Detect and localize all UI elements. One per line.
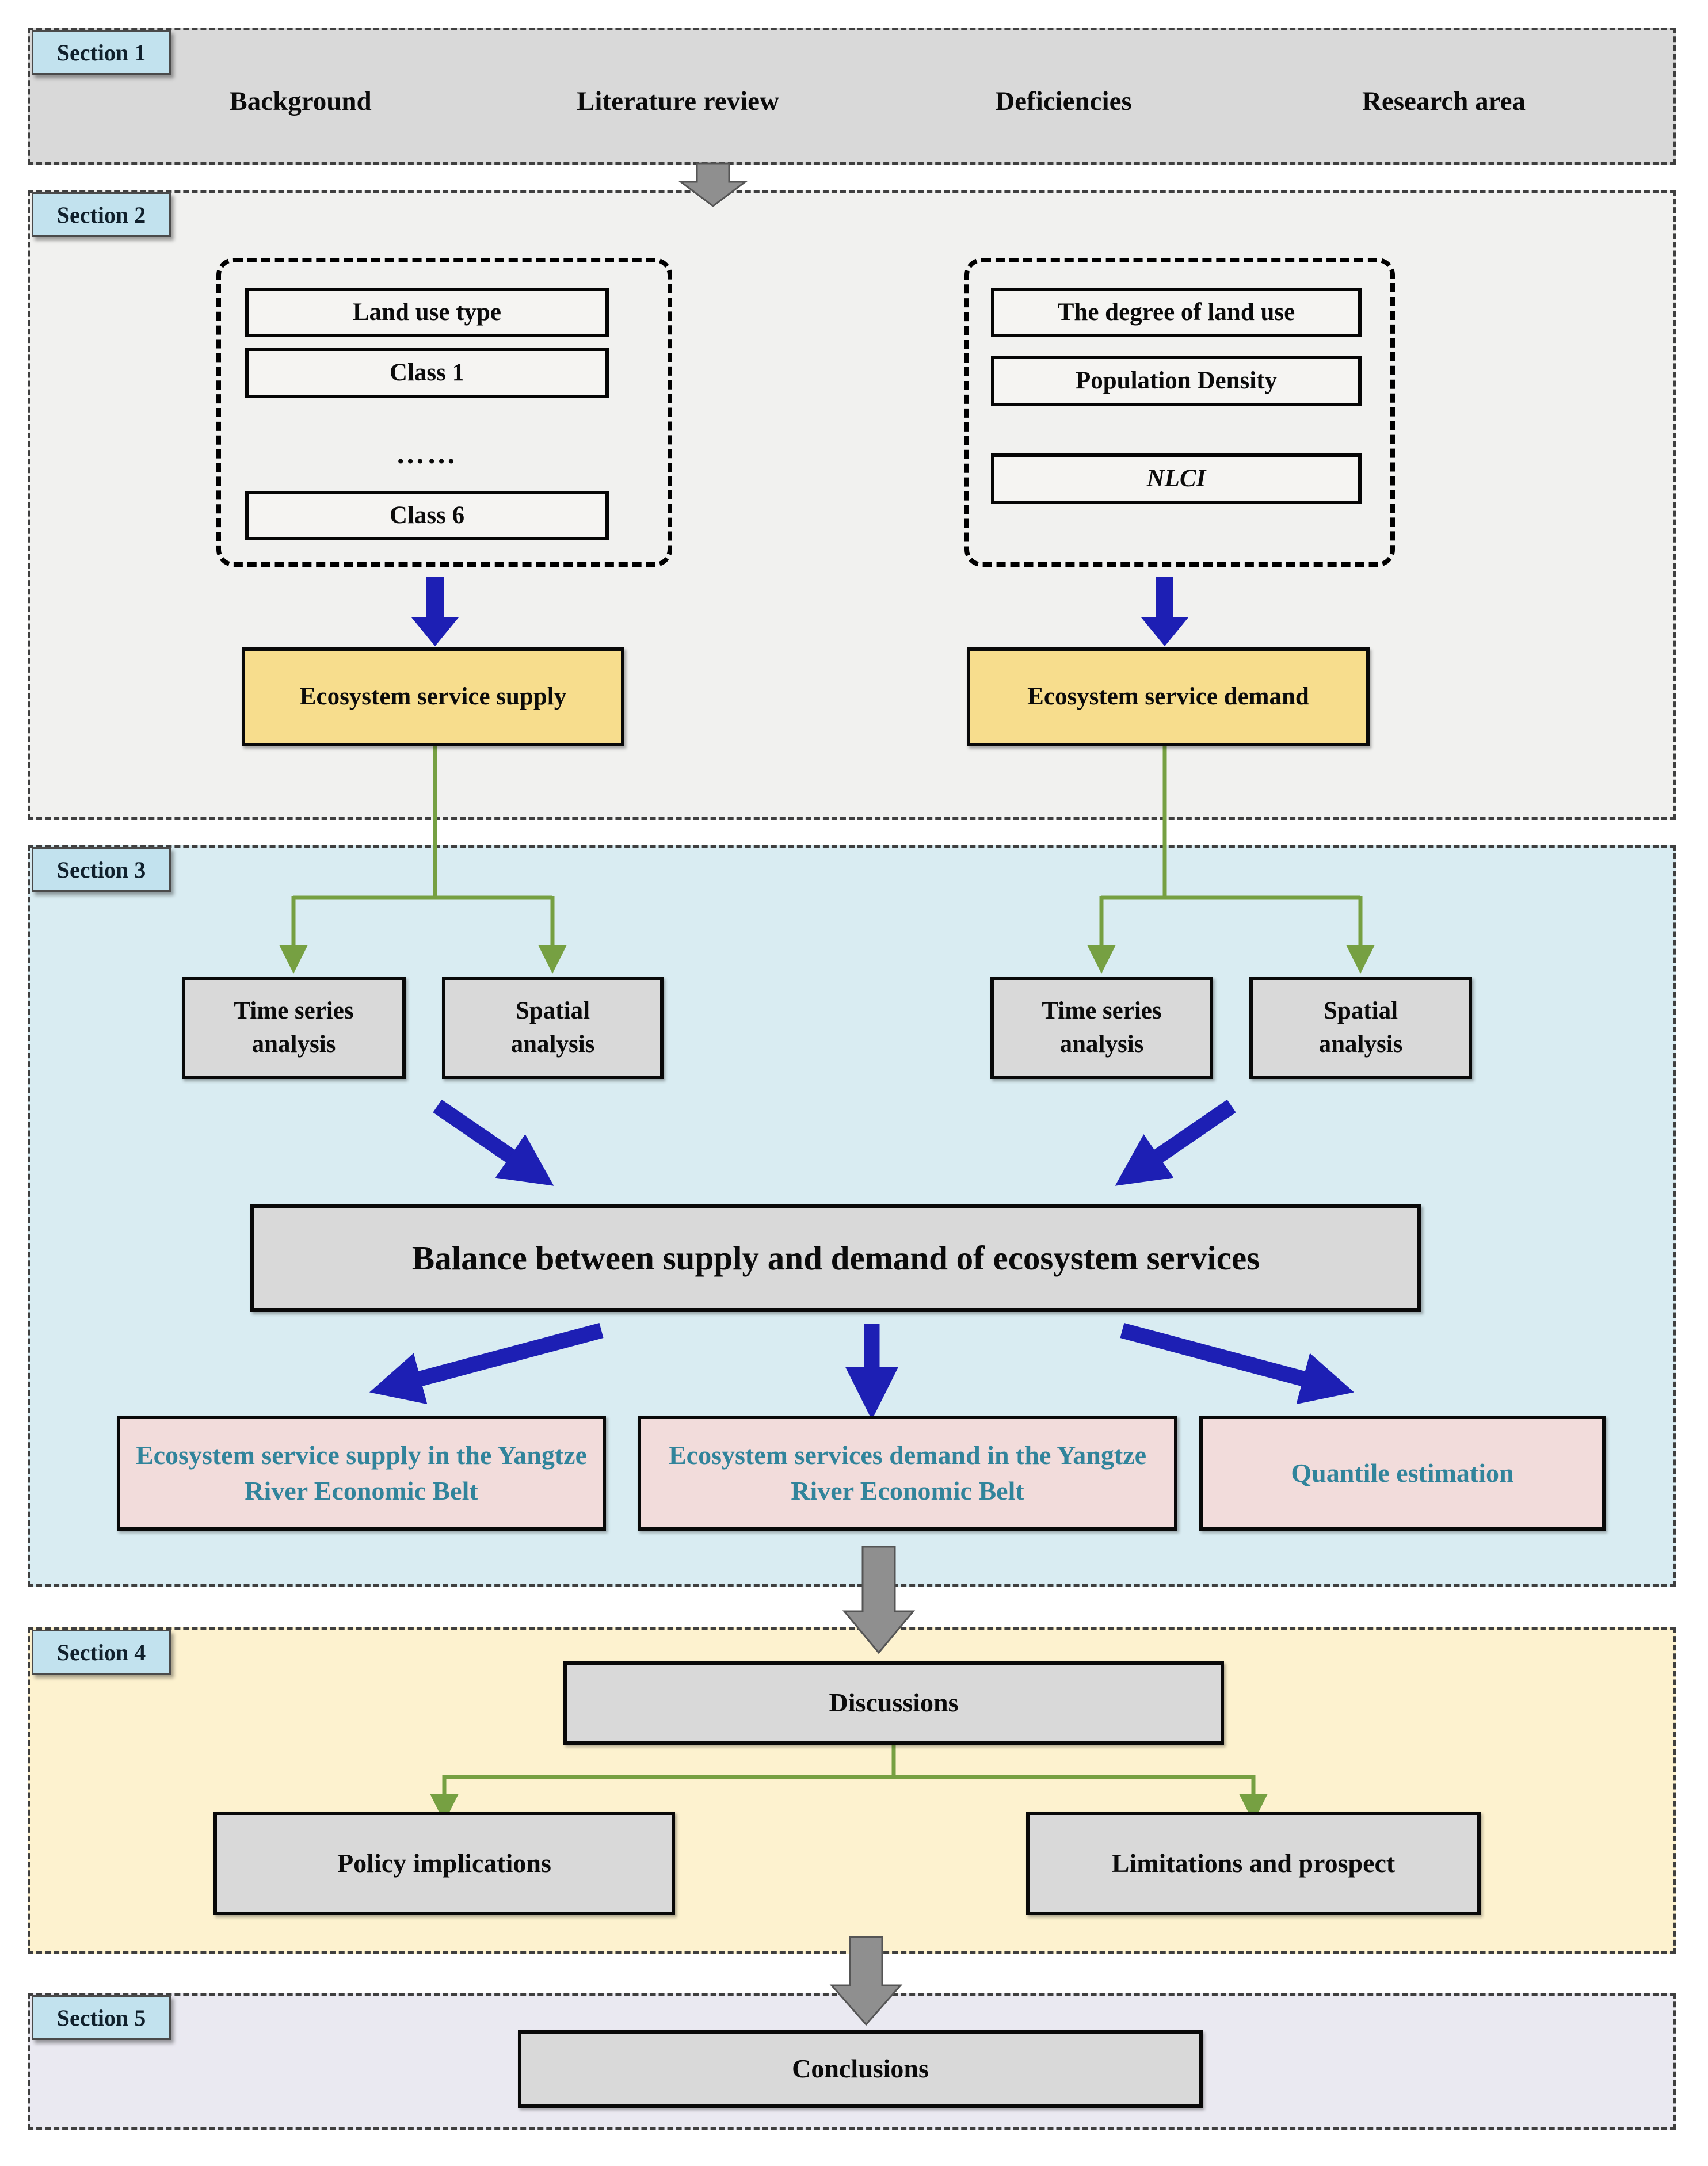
section-5-label: Section 5 (32, 1995, 171, 2040)
s1-item-background: Background (229, 86, 372, 116)
blue-down-arrow-demand-icon (1141, 577, 1188, 646)
policy-implications-box: Policy implications (214, 1812, 675, 1915)
class-1-box: Class 1 (245, 348, 609, 398)
green-connector-demand (1101, 746, 1360, 949)
green-connector-discussions (444, 1745, 1253, 1798)
blue-diagonal-arrow-right-out-icon (1122, 1330, 1312, 1381)
land-use-type-box: Land use type (245, 288, 609, 337)
conclusions-box: Conclusions (518, 2030, 1203, 2108)
population-density-box: Population Density (991, 356, 1362, 406)
blue-diagonal-arrow-right-in-icon (1151, 1106, 1232, 1161)
spatial-analysis-box-supply: Spatial analysis (442, 977, 664, 1079)
class-6-box: Class 6 (245, 491, 609, 540)
demand-yangtze-result-box: Ecosystem services demand in the Yangtze River Economic Belt (638, 1416, 1177, 1531)
gray-block-arrow-3-icon (832, 1937, 901, 2024)
section-1-label: Section 1 (32, 30, 171, 75)
spatial-analysis-box-demand: Spatial analysis (1249, 977, 1472, 1079)
supply-yangtze-result-box: Ecosystem service supply in the Yangtze River Economic Belt (117, 1416, 606, 1531)
discussions-box: Discussions (563, 1661, 1224, 1745)
ecosystem-service-demand-box: Ecosystem service demand (967, 647, 1370, 746)
gray-block-arrow-1-icon (681, 163, 745, 206)
blue-diagonal-arrow-left-out-icon (411, 1330, 601, 1381)
s1-item-literature-review: Literature review (577, 86, 779, 116)
s1-item-deficiencies: Deficiencies (995, 86, 1132, 116)
nlci-box: NLCI (991, 453, 1362, 504)
quantile-estimation-box: Quantile estimation (1199, 1416, 1606, 1531)
time-series-analysis-box-demand: Time series analysis (990, 977, 1213, 1079)
limitations-prospect-box: Limitations and prospect (1026, 1812, 1481, 1915)
ellipsis-dots: …… (396, 437, 458, 470)
time-series-analysis-box-supply: Time series analysis (182, 977, 406, 1079)
section-2-label: Section 2 (32, 192, 171, 237)
s1-item-research-area: Research area (1362, 86, 1526, 116)
degree-of-land-use-box: The degree of land use (991, 288, 1362, 337)
blue-down-arrow-supply-icon (411, 577, 459, 646)
gray-block-arrow-2-icon (844, 1547, 913, 1653)
balance-supply-demand-box: Balance between supply and demand of ecosystem services (250, 1204, 1421, 1312)
section-4-label: Section 4 (32, 1630, 171, 1675)
blue-diagonal-arrow-left-in-icon (437, 1106, 518, 1161)
ecosystem-service-supply-box: Ecosystem service supply (242, 647, 624, 746)
green-connector-supply (293, 746, 552, 949)
section-3-label: Section 3 (32, 847, 171, 892)
